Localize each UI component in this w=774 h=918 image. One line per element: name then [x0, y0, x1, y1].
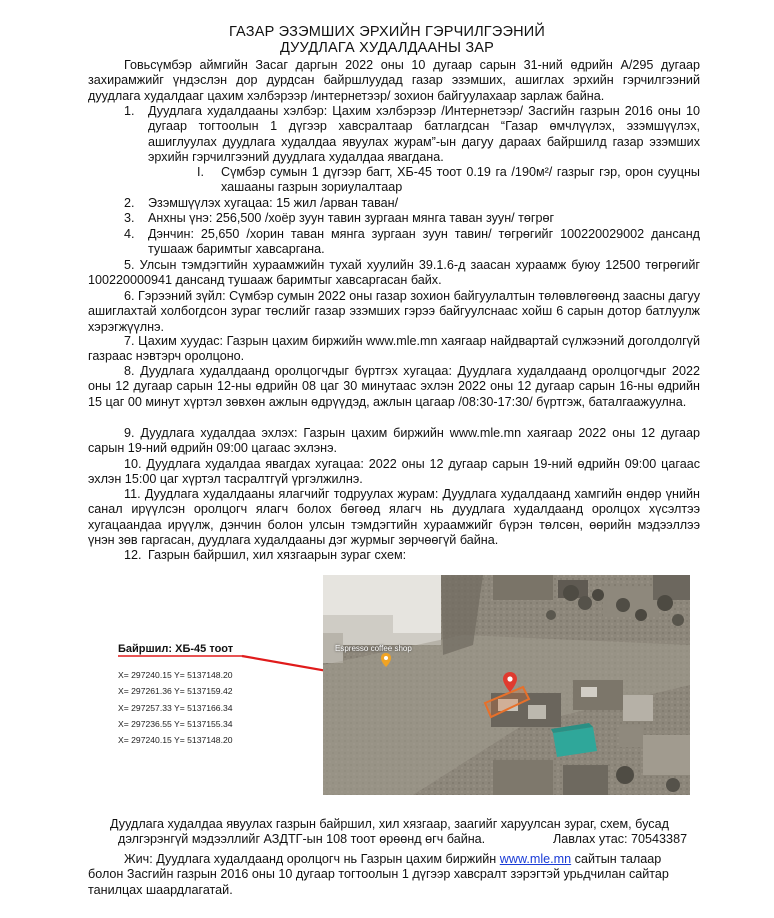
note-line-2: болон Засгийн газрын 2016 оны 10 дугаар тогтоолын 1 дүгээр хавсралт зэрэгтэй урьдчилан сайтар [88, 867, 669, 881]
item-number: 2. [124, 196, 135, 210]
footer-line-2: дэлгэрэнгүй мэдээллийг АЗДТГ-ын 108 тоот өрөөнд өгч байна. [118, 832, 486, 846]
item-text: Эзэмшүүлэх хугацаа: 15 жил /арван таван/ [148, 196, 399, 210]
item-number: 5. [124, 258, 135, 272]
intro-paragraph: Говьсүмбэр аймгийн Засаг даргын 2022 оны 10 дугаар сарын 31-ний өдрийн А/295 дугаар захирамжийг үндэслэн дор дурдсан байршлуудад газар эзэмших, ашиглах эрхийн гэрчилгээний дуудлага худалдааг цахим хэлбэрээр /интернетээр/ зохион байгуулахаар зарлаж байна. [88, 58, 700, 103]
item-number: 10. [124, 457, 142, 471]
item-text: Анхны үнэ: 256,500 /хоёр зуун тавин зургаан мянга таван зуун/ төгрөг [148, 211, 555, 225]
document-title-line-1: ГАЗАР ЭЗЭМШИХ ЭРХИЙН ГЭРЧИЛГЭЭНИЙ [228, 24, 546, 40]
item-number: 7. [124, 334, 135, 348]
poi-label: Espresso coffee shop [335, 644, 412, 653]
item-text: Дуудлага худалдаа эхлэх: Газрын цахим биржийн www.mle.mn хаягаар 2022 оны 12 дугаар сарын 19-ний өдрийн 09:00 цагаас эхлэнэ. [88, 426, 701, 456]
item-number: 8. [124, 364, 135, 378]
note-prefix: Жич: Дуудлага худалдаанд оролцогч нь Газрын цахим биржийн [124, 852, 497, 866]
item-number: 9. [124, 426, 135, 440]
item-text: Дуудлага худалдаанд оролцогчдыг бүртгэх хугацаа: Дуудлага худалдаанд оролцогчдыг 2022 оны 12 дугаар сарын 12-ны өдрийн 08 цаг 30 минутаас эхлэн 2022 оны 12 дугаар сарын 16-ны өдрийн 15 цаг 00 минут хүртэл зөвхөн ажлын өдрүүдэд, ажлын цагаар /08:30-17:30/ бүртгэж, баталгаажуулна. [88, 364, 700, 409]
item-number: 12. [124, 548, 142, 562]
item-text: Дуудлага худалдааны ялагчийг тодруулах журам: Дуудлага худалдаанд хамгийн өндөр үнийн санал ирүүлсэн оролцогч ялагч болох бөгөөд ялагч нь дуудлага худалдаанд оролцох хүсэлтээ хугацаандаа ирүүлж, дэнчин болон улсын тэмдэгтийн хураамжийг бүрэн төлсөн, өөрийн мэдээллээ үнэн зөв гаргасан, дуудлага худалдааны дэг журмыг зөрчөөгүй байна. [88, 487, 701, 547]
item-number: 4. [124, 227, 135, 241]
item-text: Цахим хуудас: Газрын цахим биржийн www.mle.mn хаягаар найдвартай сүлжээний дoголдолгүй газраас нэвтэрч оролцоно. [88, 334, 700, 364]
footer-line-1: Дуудлага худалдаа явуулах газрын байршил, хил хязгаар, заагийг харуулсан зураг, схем, бусад [110, 817, 669, 831]
location-label: Байршил: ХБ-45 тоот [118, 643, 234, 655]
location-marker-icon [503, 672, 517, 696]
item-text: Дуудлага худалдааны хэлбэр: Цахим хэлбэрээр /Интернетээр/ Засгийн газрын 2016 оны 10 дугаар тогтоолын 1 дүгээр хавсралтаар батлагдсан “Газар өмчлүүлэх, эзэмшүүлэх, ашиглуулах дуудлага худалдаа явуулах журам”-ын дагуу дараах байршилд газар эзэмших эрхийн гэрчилгээний дуудлага худалдаа явагдана. [148, 104, 700, 164]
subitem-number: I. [197, 165, 204, 179]
item-number: 11. [124, 487, 141, 501]
item-number: 3. [124, 211, 135, 225]
item-text: Гэрээний зүйл: Сүмбэр сумын 2022 оны газар зохион байгуулалтын төлөвлөгөөнд заасны дагуу ашиглахтай холбогдсон зураг төслийг газар эзэмших гэрээ байгуулснаас хойш 6 сарын дотор батлуулж хэрэгжүүлнэ. [88, 289, 700, 334]
coordinate-row: X= 297257.33 Y= 5137166.34 [118, 702, 233, 713]
subitem-text: Сүмбэр сумын 1 дүгээр багт, ХБ-45 тоот 0.19 га /190м²/ газрыг гэр, орон сууцны хашааны газрын зориулалтаар [221, 165, 700, 195]
note-line-3: танилцах шаардлагатай. [88, 883, 233, 897]
item-text: Газрын байршил, хил хязгаарын зураг схем: [148, 548, 407, 562]
item-text: Дуудлага худалдаа явагдах хугацаа: 2022 оны 12 дугаар сарын 19-ний өдрийн 09:00 цагаас эхлэн 15:00 цаг хүртэл тасралтгүй үргэлжилнэ. [88, 457, 700, 487]
phone-info: Лавлах утас: 70543387 [553, 832, 688, 846]
coordinate-row: X= 297240.15 Y= 5137148.20 [118, 670, 233, 680]
document-title-line-2: ДУУДЛАГА ХУДАЛДААНЫ ЗАР [279, 40, 495, 56]
coordinate-row: X= 297261.36 Y= 5137159.42 [118, 686, 233, 697]
note-mid: сайтын талаар [574, 852, 662, 866]
note-line-1 [124, 852, 724, 867]
satellite-map [323, 575, 690, 795]
item-number: 6. [124, 289, 135, 303]
item-number: 1. [124, 104, 135, 118]
item-text: Улсын тэмдэгтийн хураамжийн тухай хуулийн 39.1.6-д заасан хураамж буюу 12500 төгрөгийг 100220000941 дансанд тушааж баримтыг хавсаргасан байх. [88, 258, 700, 288]
item-text: Дэнчин: 25,650 /хорин таван мянга зургаан зуун тавин/ төгрөгийг 100220029002 дансанд тушааж баримтыг хавсаргана. [148, 227, 700, 257]
coordinate-row: X= 297240.15 Y= 5137148.20 [118, 735, 233, 746]
coordinate-row: X= 297236.55 Y= 5137155.34 [118, 718, 233, 729]
mle-link[interactable]: www.mle.mn [499, 852, 572, 866]
